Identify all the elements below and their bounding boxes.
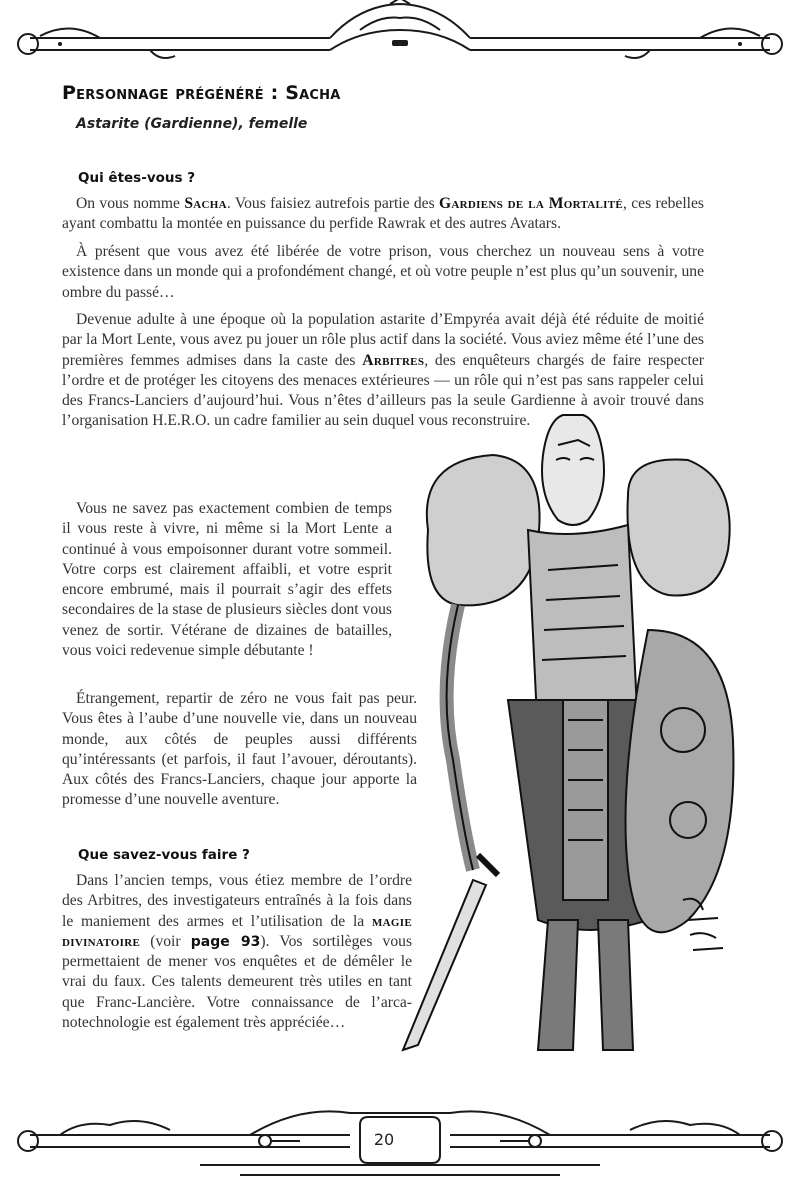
armored-warrior-illustration [398,400,743,1090]
page-title: Personnage prégénéré : Sacha [62,82,341,104]
character-name: Sacha [184,195,227,212]
paragraph-freed: À présent que vous avez été libérée de votre prison, vous cherchez un nouveau sens à votre existence dans un monde qui a profondément changé, et où votre peuple n’est plus qu’un souvenir, une ombre du passé… [62,243,705,301]
section-heading-skills: Que savez-vous faire ? [78,847,250,863]
paragraph-background: Devenue adulte à une époque où la population astarite d’Empyréa avait déjà été réduite de moitié par la Mort Lente, vous avez pu jouer un rôle plus actif dans la société. Vous aviez même été l’une des premières femmes admises dans la caste des Arbitres, des enquêteurs chargés de faire respecter l’ordre et de protéger les citoyens des menaces extérieures — un rôle qui n’est pas sans rappeler celui des Francs-Lanciers d’aujourd’hui. Vous n’êtes d’ailleurs pas la seule Gardienne à avoir trouvé dans l’organisation H.E.R.O. un cadre familier au sein duquel vous reconstruire. [62,311,704,430]
magic-term: magie divinatoire [62,912,412,950]
paragraph-skills: Dans l’ancien temps, vous étiez membre de l’ordre des Arbitres, des investigateurs entraînés à la fois dans le maniement des armes et l’utilisation de la magie divinatoire (voir page 93). Vos sortilèges vous permettaient de mener vos enquêtes et de démêler le vrai du faux. Ces talents demeurent très utiles en tant que Franc-Lancière. Votre connaissance de l’arcanotechnologie est également très appréciée… [62,872,413,1032]
section-heading-who: Qui êtes-vous ? [78,170,196,186]
ornate-frame-top [0,0,800,80]
paragraph-intro: On vous nomme Sacha. Vous faisiez autrefois partie des Gardiens de la Mortalité, ces rebelles ayant combattu la montée en puissance du perfide Rawrak et des autres Avatars. [62,195,704,233]
paragraph-new-life: Étrangement, repartir de zéro ne vous fait pas peur. Vous êtes à l’aube d’une nouvelle vie, dans un nouveau monde, aux côtés de peuples aussi différents qu’intéressants (et parfois, il faut l’avouer, déroutants). Aux côtés des Francs-Lanciers, chaque jour apporte la promesse d’une nouvelle aventure. [62,690,417,809]
page-number: 20 [373,1130,395,1149]
caste-name: Arbitres [362,351,425,369]
character-subtitle: Astarite (Gardienne), femelle [76,116,308,132]
page-reference: page 93 [190,933,261,950]
faction-name: Gardiens de la Mortalité [439,195,624,212]
paragraph-health: Vous ne savez pas exactement combien de temps il vous reste à vivre, ni même si la Mort Lente a continué à vous empoisonner durant votre sommeil. Votre corps est clairement affaibli, et votre esprit encore embrumé, mais il pourrait s’agir des effets secondaires de la stase de plusieurs siècles dont vous venez de sortir. Vétérane de dizaines de batailles, vous voici redevenue simple débutante ! [62,500,392,660]
